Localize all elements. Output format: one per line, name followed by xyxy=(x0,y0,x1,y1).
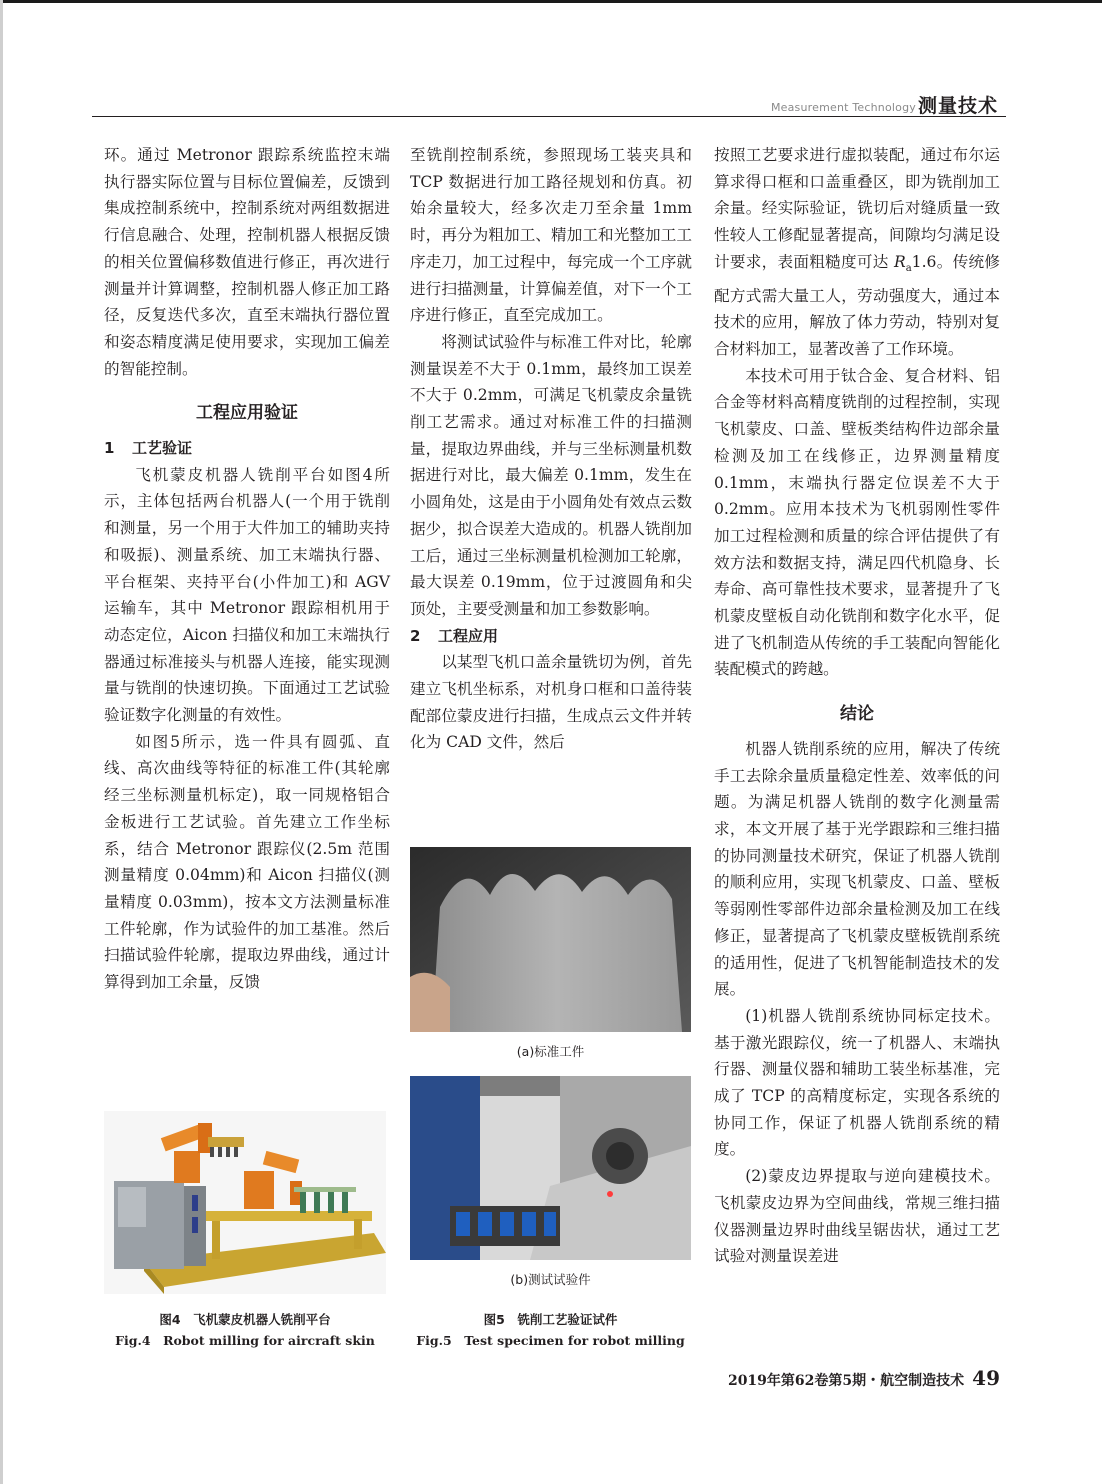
figure-5-title: 图5 铣削工艺验证试件 xyxy=(483,1312,618,1327)
column-3 xyxy=(714,142,1000,1270)
subsection-number: 1 xyxy=(104,439,115,458)
test-specimen-photo xyxy=(410,1076,691,1260)
paragraph: 将测试试验件与标准工件对比，轮廓测量误差不大于 0.1mm，最终加工误差不大于 0.2mm，可满足飞机蒙皮余量铣削工艺需求。通过对标准工件的扫描测量，提取边界曲线，并与三坐标测量机数据进行对比，最大偏差 0.1mm，发生在小圆角处，这是由于小圆角处有效点云数据少，拟合误差大造成的。机器人铣削加工后，通过三坐标测量机检测加工轮廓，最大误差 0.19mm，位于过渡圆角和尖顶处，主要受测量和加工参数影响。 xyxy=(410,332,692,618)
page-footer xyxy=(728,1366,1000,1390)
column-2 xyxy=(410,142,692,756)
figure-5a-image xyxy=(410,847,691,1032)
paragraph: 本技术可用于钛合金、复合材料、铝合金等材料高精度铣削的过程控制，实现飞机蒙皮、口盖、壁板类结构件边部余量检测及加工在线修正，边界测量精度 0.1mm，末端执行器定位误差不大于 0.2mm。应用本技术为飞机弱刚性零件加工过程检测和质量的综合评估提供了有效方法和数据支持，满足四代机隐身、长寿命、高可靠性技术要求，显著提升了飞机蒙皮壁板自动化铣削和数字化水平，促进了飞机制造从传统的手工装配向智能化装配模式的跨越。 xyxy=(714,366,1000,679)
paragraph: (2)蒙皮边界提取与逆向建模技术。飞机蒙皮边界为空间曲线，常规三维扫描仪器测量边界时曲线呈锯齿状，通过工艺试验对测量误差进 xyxy=(714,1167,1000,1266)
paragraph: 环。通过 Metronor 跟踪系统监控末端执行器实际位置与目标位置偏差，反馈到集成控制系统中，控制系统对两组数据进行信息融合、处理，控制机器人根据反馈的相关位置偏移数值进行修正，再次进行测量并计算调整，控制机器人修正加工路径，反复迭代多次，直至末端执行器位置和姿态精度满足使用要求，实现加工偏差的智能控制。 xyxy=(104,146,390,378)
section-heading: 结论 xyxy=(840,704,874,725)
subsection-title: 工程应用 xyxy=(438,626,499,645)
header-rule xyxy=(92,116,1006,117)
paragraph: 飞机蒙皮机器人铣削平台如图4所示，主体包括两台机器人(一个用于铣削和测量，另一个用于大件加工的辅助夹持和吸振)、测量系统、加工末端执行器、平台框架、夹持平台(小件加工)和 AGV 运输车，其中 Metronor 跟踪相机用于动态定位，Aicon 扫描仪和加工末端执行器通过标准接头与机器人连接，能实现测量与铣削的快速切换。下面通过工艺试验验证数字化测量的有效性。 xyxy=(104,465,390,725)
journal-issue: 2019年第62卷第5期・航空制造技术 xyxy=(727,1373,965,1389)
paragraph-text: 按照工艺要求进行虚拟装配，通过布尔运算求得口框和口盖重叠区，即为铣削加工余量。经实际验证，铣切后对缝质量一致性较人工修配显著提高，间隙均匀满足设计要求，表面粗糙度可达 xyxy=(714,146,1000,271)
subsection-heading xyxy=(104,435,390,462)
paragraph: (1)机器人铣削系统协同标定技术。基于激光跟踪仪，统一了机器人、末端执行器、测量仪器和辅助工装坐标基准，完成了 TCP 的高精度标定，实现各系统的协同工作，保证了机器人铣削系统的精度。 xyxy=(714,1006,1000,1159)
figure-4-image xyxy=(104,1111,386,1294)
figure-4-title: 图4 飞机蒙皮机器人铣削平台 xyxy=(159,1312,331,1327)
column-1 xyxy=(104,142,390,996)
paragraph: 至铣削控制系统，参照现场工装夹具和 TCP 数据进行加工路径规划和仿真。初始余量较大，经多次走刀至余量 1mm 时，再分为粗加工、精加工和光整加工工序走刀，加工过程中，每完成一个工序就进行扫描测量，计算偏差值，对下一个工序进行修正，直至完成加工。 xyxy=(410,146,692,325)
page-number: 49 xyxy=(972,1366,1000,1390)
subsection-number: 2 xyxy=(410,626,421,645)
section-heading: 工程应用验证 xyxy=(196,403,298,424)
figure-5a-caption: (a)标准工件 xyxy=(516,1044,585,1059)
running-header-english: Measurement Technology xyxy=(770,101,916,114)
paragraph: 以某型飞机口盖余量铣切为例，首先建立飞机坐标系，对机身口框和口盖待装配部位蒙皮进行扫描，生成点云文件并转化为 CAD 文件，然后 xyxy=(410,653,692,752)
subsection-title: 工艺验证 xyxy=(132,439,193,458)
roughness-symbol: R xyxy=(893,252,906,271)
paragraph xyxy=(714,142,1000,363)
top-border xyxy=(0,0,1102,3)
roughness-subscript: a xyxy=(905,262,912,274)
left-border xyxy=(0,0,3,1484)
paragraph: 机器人铣削系统的应用，解决了传统手工去除余量质量稳定性差、效率低的问题。为满足机器人铣削的数字化测量需求，本文开展了基于光学跟踪和三维扫描的协同测量技术研究，保证了机器人铣削的顺利应用，实现飞机蒙皮、口盖、壁板等弱刚性零部件边部余量检测及加工在线修正，显著提高了飞机蒙皮壁板铣削系统的适用性，促进了飞机智能制造技术的发展。 xyxy=(714,739,1000,999)
figure-5b-caption: (b)测试试验件 xyxy=(510,1272,591,1287)
figure-5b-image xyxy=(410,1076,691,1260)
running-header-section: 测量技术 xyxy=(917,95,998,117)
figure-5-title-english: Fig.5 Test specimen for robot milling xyxy=(416,1333,685,1348)
paragraph-text: 1.6。传统修配方式需大量工人，劳动强度大，通过本技术的应用，解放了体力劳动，特别对复合材料加工，显著改善了工作环境。 xyxy=(714,252,1000,359)
standard-workpiece-photo xyxy=(410,847,691,1032)
robot-milling-platform-illustration xyxy=(104,1111,386,1294)
subsection-heading xyxy=(410,623,692,650)
paragraph: 如图5所示，选一件具有圆弧、直线、高次曲线等特征的标准工件(其轮廓经三坐标测量机标定)，取一同规格铝合金板进行工艺试验。首先建立工作坐标系，结合 Metronor 跟踪仪(2.5m 范围测量精度 0.04mm)和 Aicon 扫描仪(测量精度 0.03mm)，按本文方法测量标准工件轮廓，作为试验件的加工基准。然后扫描试验件轮廓，提取边界曲线，通过计算得到加工余量，反馈 xyxy=(104,732,390,992)
figure-4-title-english: Fig.4 Robot milling for aircraft skin xyxy=(115,1333,375,1348)
